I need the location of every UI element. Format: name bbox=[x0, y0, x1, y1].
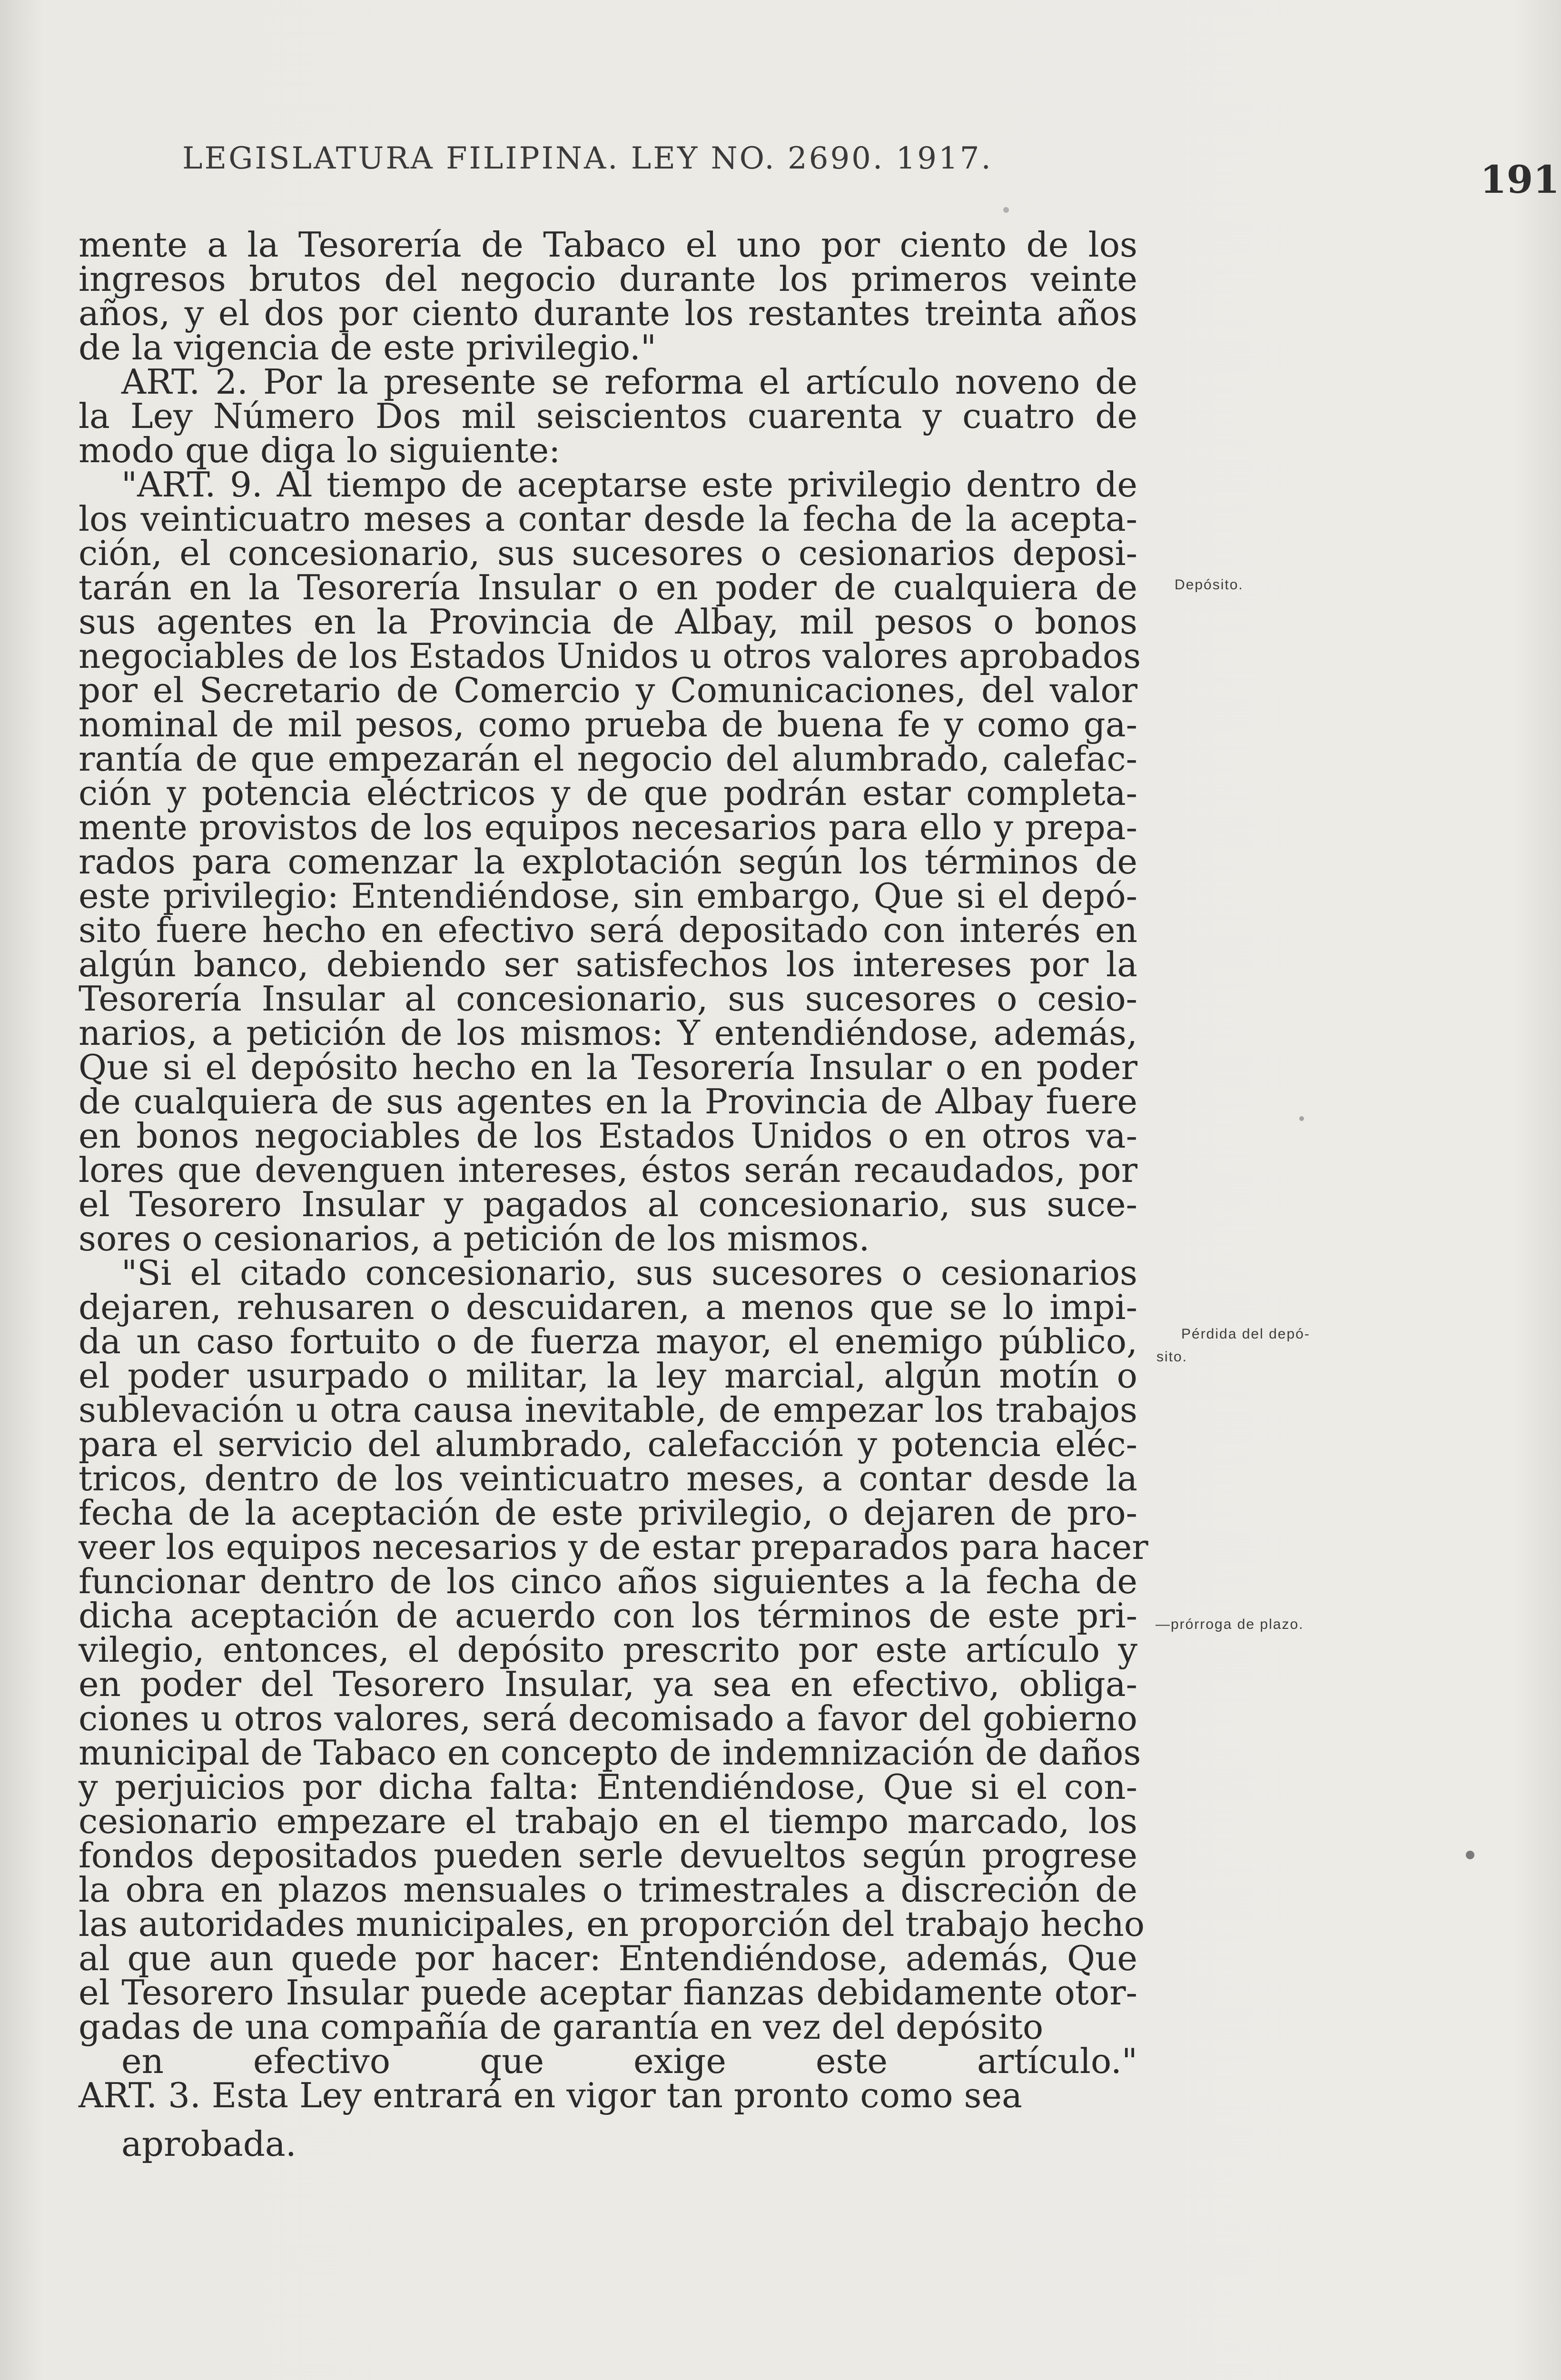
text-line: por el Secretario de Comercio y Comunicaciones, del valor bbox=[79, 670, 1137, 710]
ink-spot bbox=[1466, 1851, 1474, 1859]
ink-spot bbox=[1003, 207, 1009, 213]
text-line: narios, a petición de los mismos: Y entendiéndose, además, bbox=[79, 1013, 1137, 1053]
text-line: para el servicio del alumbrado, calefacción y potencia eléc- bbox=[79, 1424, 1137, 1464]
text-line: ción, el concesionario, sus sucesores o cesionarios deposi- bbox=[79, 533, 1137, 573]
text-line: al que aun quede por hacer: Entendiéndose, además, Que bbox=[79, 1938, 1137, 1978]
running-head: LEGISLATURA FILIPINA. LEY NO. 2690. 1917. bbox=[182, 141, 993, 176]
text-line: Que si el depósito hecho en la Tesorería Insular o en poder bbox=[79, 1047, 1137, 1087]
text-line: ART. 2. Por la presente se reforma el artículo noveno de bbox=[121, 362, 1137, 402]
text-line: sus agentes en la Provincia de Albay, mil pesos o bonos bbox=[79, 602, 1137, 642]
margin-note-deposito: Depósito. bbox=[1175, 577, 1244, 593]
text-line: funcionar dentro de los cinco años siguientes a la fecha de bbox=[79, 1561, 1137, 1601]
text-line: dejaren, rehusaren o descuidaren, a menos que se lo impi- bbox=[79, 1287, 1137, 1327]
text-line: ción y potencia eléctricos y de que podrán estar completa- bbox=[79, 773, 1137, 813]
text-line: fecha de la aceptación de este privilegio, o dejaren de pro- bbox=[79, 1493, 1137, 1533]
text-line: rantía de que empezarán el negocio del alumbrado, calefac- bbox=[79, 739, 1137, 779]
text-line: el Tesorero Insular puede aceptar fianzas debidamente otor- bbox=[79, 1973, 1137, 2013]
text-line: tarán en la Tesorería Insular o en poder de cualquiera de bbox=[79, 567, 1137, 607]
text-line: de cualquiera de sus agentes en la Provincia de Albay fuere bbox=[79, 1081, 1137, 1121]
text-line: cesionario empezare el trabajo en el tiempo marcado, los bbox=[79, 1801, 1137, 1841]
text-line: en efectivo que exige este artículo." bbox=[121, 2041, 1137, 2081]
approval-line: aprobada. bbox=[121, 2124, 296, 2164]
body-text bbox=[79, 225, 1148, 2164]
text-line: años, y el dos por ciento durante los restantes treinta años bbox=[79, 293, 1137, 333]
margin-note-prorroga: —prórroga de plazo. bbox=[1156, 1616, 1304, 1632]
text-line: mente provistos de los equipos necesarios para ello y prepa- bbox=[79, 807, 1137, 847]
text-line: ingresos brutos del negocio durante los primeros veinte bbox=[79, 259, 1137, 299]
text-line: Tesorería Insular al concesionario, sus sucesores o cesio- bbox=[79, 979, 1137, 1019]
text-line: da un caso fortuito o de fuerza mayor, el enemigo público, bbox=[79, 1321, 1137, 1361]
text-line: nominal de mil pesos, como prueba de buena fe y como ga- bbox=[79, 704, 1137, 744]
text-line: sublevación u otra causa inevitable, de empezar los trabajos bbox=[79, 1390, 1137, 1430]
text-line: de la vigencia de este privilegio." bbox=[79, 327, 657, 367]
text-line: y perjuicios por dicha falta: Entendiéndose, Que si el con- bbox=[79, 1767, 1137, 1807]
text-line: el poder usurpado o militar, la ley marcial, algún motín o bbox=[79, 1356, 1137, 1396]
text-line: mente a la Tesorería de Tabaco el uno por ciento de los bbox=[79, 225, 1137, 265]
text-line: "ART. 9. Al tiempo de aceptarse este privilegio dentro de bbox=[121, 465, 1137, 505]
text-line: algún banco, debiendo ser satisfechos los intereses por la bbox=[79, 944, 1137, 984]
text-line: el Tesorero Insular y pagados al concesionario, sus suce- bbox=[79, 1184, 1137, 1224]
text-line: tricos, dentro de los veinticuatro meses, a contar desde la bbox=[79, 1458, 1137, 1498]
text-line: gadas de una compañía de garantía en vez del depósito bbox=[79, 2007, 1044, 2047]
text-line: veer los equipos necesarios y de estar preparados para hacer bbox=[79, 1527, 1148, 1567]
text-line: los veinticuatro meses a contar desde la fecha de la acepta- bbox=[79, 499, 1137, 539]
text-line: las autoridades municipales, en proporción del trabajo hecho bbox=[79, 1904, 1145, 1944]
text-line: municipal de Tabaco en concepto de indemnización de daños bbox=[79, 1733, 1141, 1773]
text-line: ART. 3. Esta Ley entrará en vigor tan pronto como sea bbox=[79, 2075, 1022, 2115]
text-line: fondos depositados pueden serle devueltos según progrese bbox=[79, 1835, 1137, 1875]
margin-note-perdida-cont: sito. bbox=[1156, 1349, 1188, 1365]
text-line: la Ley Número Dos mil seiscientos cuarenta y cuatro de bbox=[79, 396, 1137, 436]
text-line: sores o cesionarios, a petición de los mismos. bbox=[79, 1219, 870, 1259]
page-number: 191 bbox=[1480, 157, 1560, 202]
text-line: lores que devenguen intereses, éstos serán recaudados, por bbox=[79, 1150, 1137, 1190]
text-line: negociables de los Estados Unidos u otros valores aprobados bbox=[79, 636, 1141, 676]
text-line: en poder del Tesorero Insular, ya sea en efectivo, obliga- bbox=[79, 1664, 1137, 1704]
text-line: la obra en plazos mensuales o trimestrales a discreción de bbox=[79, 1870, 1137, 1910]
margin-note-perdida: Pérdida del depó- bbox=[1181, 1326, 1310, 1342]
ink-spot bbox=[1299, 1116, 1304, 1121]
text-line: ciones u otros valores, será decomisado a favor del gobierno bbox=[79, 1698, 1137, 1738]
text-line: vilegio, entonces, el depósito prescrito por este artículo y bbox=[79, 1630, 1137, 1670]
text-line: dicha aceptación de acuerdo con los términos de este pri- bbox=[79, 1596, 1137, 1636]
text-line: modo que diga lo siguiente: bbox=[79, 430, 561, 470]
text-line: en bonos negociables de los Estados Unidos o en otros va- bbox=[79, 1116, 1137, 1156]
text-line: "Si el citado concesionario, sus sucesores o cesionarios bbox=[121, 1253, 1137, 1293]
text-line: este privilegio: Entendiéndose, sin embargo, Que si el depó- bbox=[79, 876, 1137, 916]
text-line: rados para comenzar la explotación según los términos de bbox=[79, 842, 1137, 882]
text-line: sito fuere hecho en efectivo será depositado con interés en bbox=[79, 910, 1137, 950]
